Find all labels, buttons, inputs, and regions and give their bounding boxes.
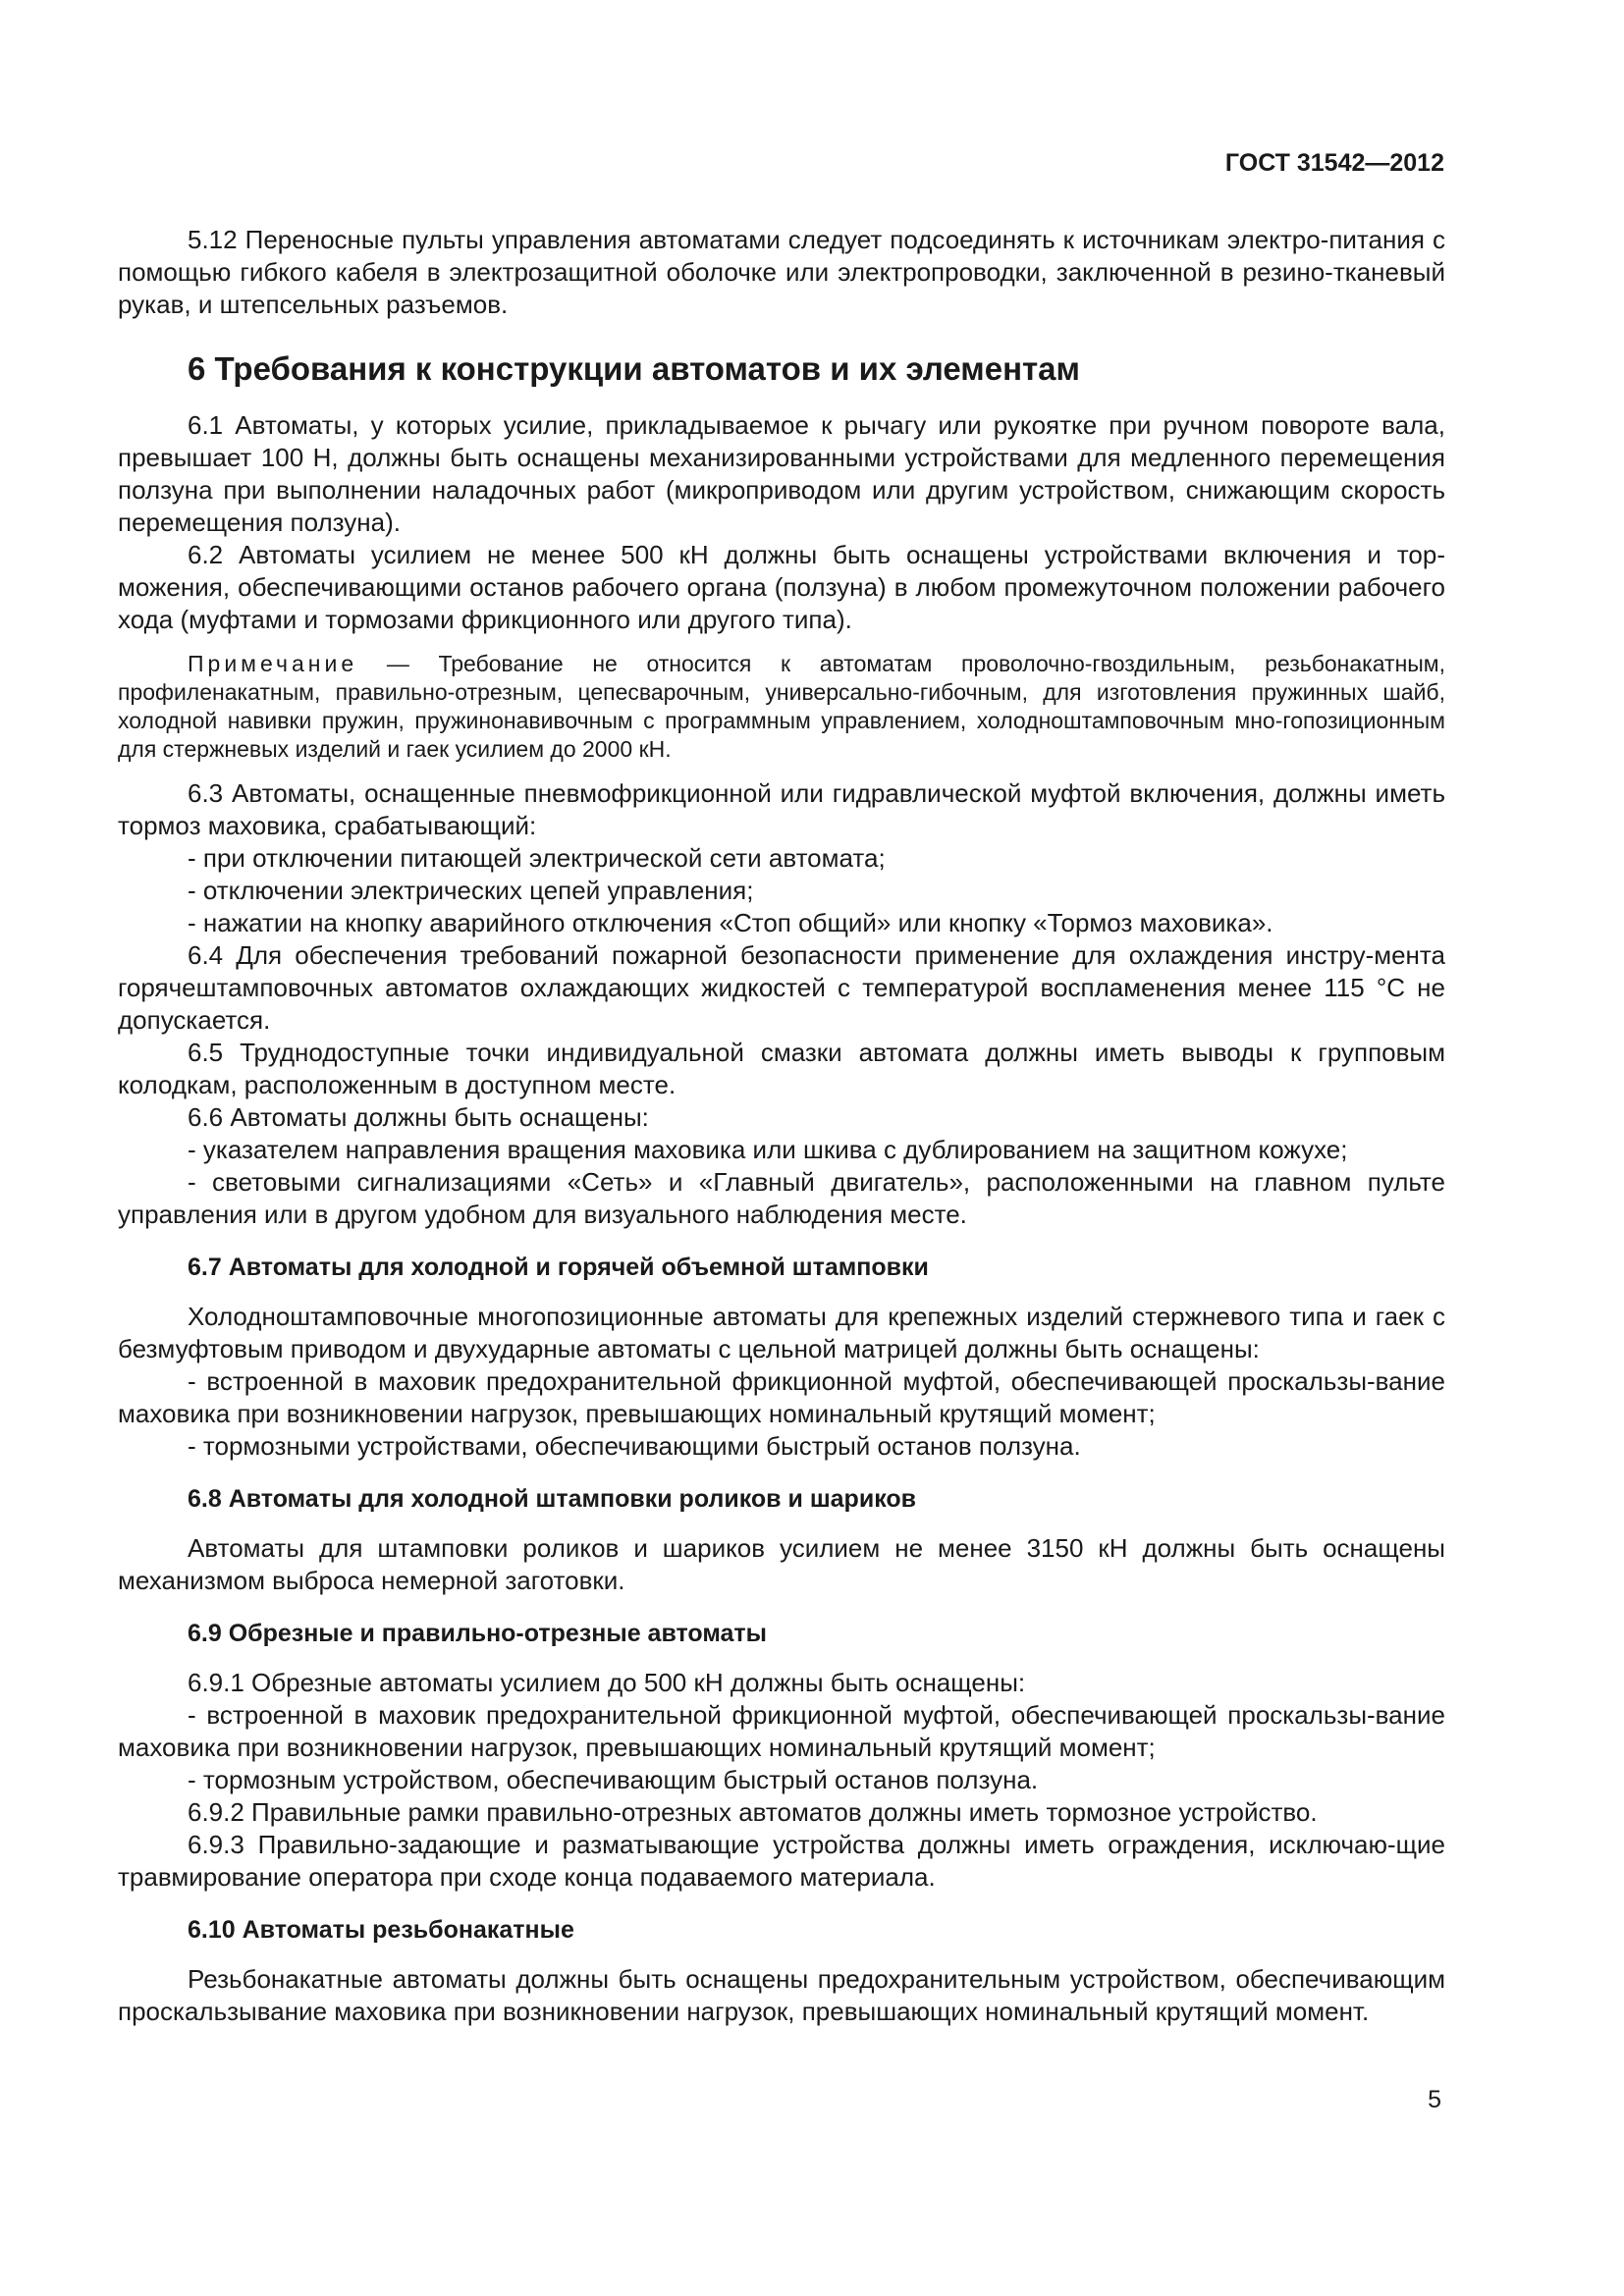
paragraph-5-12: 5.12 Переносные пульты управления автоматами следует подсоединять к источникам электро-питания с помощью гибкого кабеля в электрозащитной оболочке или электропроводки, заключенной в резино-тканевый рукав, и штепсельных разъемов. (118, 225, 1445, 319)
list-item: - нажатии на кнопку аварийного отключения «Стоп общий» или кнопку «Тормоз маховика». (188, 908, 1273, 937)
paragraph-6-1: 6.1 Автоматы, у которых усилие, прикладываемое к рычагу или рукоятке при ручном повороте вала, превышает 100 Н, должны быть оснащены механизированными устройствами для медленного перемещения ползуна при выполнении наладочных работ (микроприводом или другим устройством, снижающим скорость перемещения ползуна). (118, 410, 1445, 537)
subsection-6-8-heading: 6.8 Автоматы для холодной штамповки роликов и шариков (188, 1485, 917, 1513)
paragraph-6-9-2: 6.9.2 Правильные рамки правильно-отрезных автоматов должны иметь тормозное устройство. (188, 1797, 1318, 1827)
section-6-heading: 6 Требования к конструкции автоматов и их элементам (188, 350, 1080, 387)
list-item: - световыми сигнализациями «Сеть» и «Главный двигатель», расположенными на главном пульте управления или в другом удобном для визуального наблюдения месте. (118, 1167, 1445, 1229)
paragraph-6-3: 6.3 Автоматы, оснащенные пневмофрикционной или гидравлической муфтой включения, должны иметь тормоз маховика, срабатывающий: (118, 778, 1445, 840)
note-text: — Требование не относится к автоматам проволочно-гвоздильным, резьбонакатным, профиленакатным, правильно-отрезным, цепесварочным, универсально-гибочным, для изготовления пружинных шайб, холодной навивки пружин, пружинонавивочным с программным управлением, холодноштамповочным мно-гопозиционным для стержневых изделий и гаек усилием до 2000 кН. (118, 651, 1445, 762)
list-item: - отключении электрических цепей управления; (188, 876, 754, 905)
paragraph-6-2: 6.2 Автоматы усилием не менее 500 кН должны быть оснащены устройствами включения и тор-можения, обеспечивающими останов рабочего органа (ползуна) в любом промежуточном положении рабочего хода (муфтами и тормозами фрикционного или другого типа). (118, 540, 1445, 634)
paragraph-6-10: Резьбонакатные автоматы должны быть оснащены предохранительным устройством, обеспечивающим проскальзывание маховика при возникновении нагрузок, превышающих номинальный крутящий момент. (118, 1964, 1445, 2026)
list-item: - указателем направления вращения маховика или шкива с дублированием на защитном кожухе; (188, 1135, 1348, 1164)
note (118, 650, 1445, 764)
page-number: 5 (1428, 2086, 1441, 2113)
paragraph-6-7: Холодноштамповочные многопозиционные автоматы для крепежных изделий стержневого типа и гаек с безмуфтовым приводом и двухударные автоматы с цельной матрицей должны быть оснащены: (118, 1302, 1445, 1363)
list-item: - тормозным устройством, обеспечивающим быстрый останов ползуна. (188, 1765, 1039, 1794)
paragraph-6-9-3: 6.9.3 Правильно-задающие и разматывающие устройства должны иметь ограждения, исключаю-щие травмирование оператора при сходе конца подаваемого материала. (118, 1830, 1445, 1892)
list-item: - при отключении питающей электрической сети автомата; (188, 843, 886, 873)
document-body (118, 224, 1445, 2028)
paragraph-6-5: 6.5 Труднодоступные точки индивидуальной смазки автомата должны иметь выводы к групповым колодкам, расположенным в доступном месте. (118, 1038, 1445, 1099)
paragraph-6-6: 6.6 Автоматы должны быть оснащены: (188, 1102, 649, 1132)
subsection-6-9-heading: 6.9 Обрезные и правильно-отрезные автоматы (188, 1620, 768, 1647)
subsection-6-7-heading: 6.7 Автоматы для холодной и горячей объемной штамповки (188, 1254, 929, 1281)
subsection-6-10-heading: 6.10 Автоматы резьбонакатные (188, 1916, 574, 1944)
document-code: ГОСТ 31542—2012 (1224, 149, 1444, 177)
list-item: - встроенной в маховик предохранительной фрикционной муфтой, обеспечивающей проскальзы-вание маховика при возникновении нагрузок, превышающих номинальный крутящий момент; (118, 1366, 1445, 1428)
list-item: - встроенной в маховик предохранительной фрикционной муфтой, обеспечивающей проскальзы-вание маховика при возникновении нагрузок, превышающих номинальный крутящий момент; (118, 1700, 1445, 1762)
paragraph-6-9-1: 6.9.1 Обрезные автоматы усилием до 500 кН должны быть оснащены: (188, 1668, 1026, 1697)
paragraph-6-8: Автоматы для штамповки роликов и шариков усилием не менее 3150 кН должны быть оснащены механизмом выброса немерной заготовки. (118, 1533, 1445, 1595)
note-label: Примечание (188, 651, 358, 676)
paragraph-6-4: 6.4 Для обеспечения требований пожарной безопасности применение для охлаждения инстру-мента горячештамповочных автоматов охлаждающих жидкостей с температурой воспламенения менее 115 °С не допускается. (118, 940, 1445, 1035)
list-item: - тормозными устройствами, обеспечивающими быстрый останов ползуна. (188, 1431, 1081, 1461)
